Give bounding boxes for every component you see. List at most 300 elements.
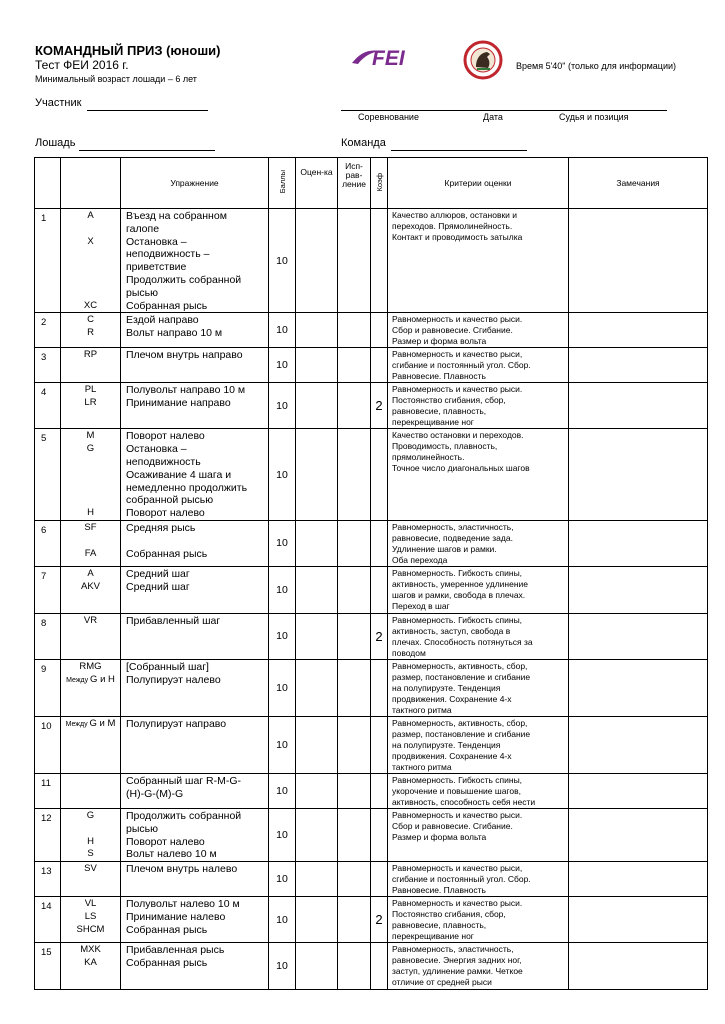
row-number: 10: [35, 716, 61, 773]
criteria-line: Постоянство сгибания, сбор,: [392, 909, 506, 920]
row-marks: [61, 348, 121, 383]
row-remarks-cell[interactable]: [569, 613, 708, 659]
criteria-line: активность, умеренное удлинение: [392, 578, 529, 589]
criteria-line: Равномерность и качество рыси.: [392, 809, 523, 820]
criteria-line: Проводимость, плавность,: [392, 441, 498, 452]
criteria-line: Сбор и равновесие. Сгибание.: [392, 820, 513, 831]
table-row: [35, 383, 708, 429]
movement-mark: H: [87, 835, 94, 847]
exercise-line: Собранная рысь: [126, 956, 208, 969]
criteria-line: размер, постановление и сгибание: [392, 728, 531, 739]
movement-mark: S: [87, 848, 94, 860]
row-points: 10: [269, 383, 296, 429]
criteria-line: сгибание и постоянный угол. Сбор.: [392, 360, 531, 371]
movement-mark: A: [87, 567, 94, 579]
row-remarks-cell[interactable]: [569, 943, 708, 990]
criteria-line: Равномерность и качество рыси.: [392, 314, 523, 325]
movement-mark: RMG: [79, 660, 102, 672]
criteria-line: Равномерность. Гибкость спины,: [392, 614, 523, 625]
exercise-line: Поворот налево: [126, 835, 205, 848]
movement-mark: XC: [83, 299, 98, 311]
row-points: 10: [269, 716, 296, 773]
row-remarks-cell[interactable]: [569, 566, 708, 613]
exercise-line: галопе: [126, 222, 160, 235]
participant-label: Участник: [35, 97, 82, 109]
row-score-cell[interactable]: [296, 566, 338, 613]
criteria-line: Равномерность и качество рыси,: [392, 863, 523, 874]
horse-label: Лошадь: [35, 137, 76, 149]
header-number: [35, 158, 61, 209]
row-remarks-cell[interactable]: [569, 862, 708, 897]
criteria-line: Оба перехода: [392, 554, 448, 565]
row-correction-cell[interactable]: [338, 383, 371, 429]
row-criteria: [388, 716, 569, 773]
row-number: 15: [35, 943, 61, 990]
header-criteria: Критерии оценки: [388, 158, 569, 209]
row-score-cell[interactable]: [296, 808, 338, 861]
row-remarks-cell[interactable]: [569, 313, 708, 348]
exercise-line: Полупируэт направо: [126, 717, 227, 730]
exercise-line: Принимание направо: [126, 397, 231, 410]
table-row: [35, 862, 708, 897]
exercise-line: рысью: [126, 286, 158, 299]
movement-mark: KA: [84, 956, 97, 968]
row-exercise: [121, 773, 269, 808]
row-coef: [371, 566, 388, 613]
table-row: [35, 313, 708, 348]
row-remarks-cell[interactable]: [569, 383, 708, 429]
row-correction-cell[interactable]: [338, 659, 371, 716]
row-remarks-cell[interactable]: [569, 209, 708, 313]
header-exercise: Упражнение: [121, 158, 269, 209]
exercise-line: неподвижность: [126, 455, 201, 468]
test-subtitle: Тест ФЕИ 2016 г.: [35, 58, 129, 72]
exercise-line: Полувольт налево 10 м: [126, 898, 240, 911]
row-marks: [61, 862, 121, 897]
exercise-line: [Собранный шаг]: [126, 660, 209, 673]
exercise-line: Плечом внутрь налево: [126, 863, 238, 876]
date-label: Дата: [483, 112, 503, 122]
time-note: Время 5'40" (только для информации): [516, 61, 677, 71]
exercise-line: Продолжить собранной: [126, 273, 242, 286]
row-exercise: [121, 943, 269, 990]
movement-mark: SHCM: [76, 923, 105, 935]
table-row: [35, 429, 708, 521]
row-number: 2: [35, 313, 61, 348]
row-coef: [371, 862, 388, 897]
row-coef: 2: [371, 613, 388, 659]
min-age-note: Минимальный возраст лошади – 6 лет: [35, 74, 197, 84]
row-score-cell[interactable]: [296, 773, 338, 808]
criteria-line: Сбор и равновесие. Сгибание.: [392, 325, 513, 336]
exercise-line: Осаживание 4 шага и: [126, 468, 232, 481]
row-correction-cell[interactable]: [338, 773, 371, 808]
row-points: 10: [269, 348, 296, 383]
movement-mark: VL: [84, 898, 97, 910]
row-marks: [61, 383, 121, 429]
criteria-line: продвижения. Сохранение 4-х: [392, 693, 512, 704]
row-coef: 2: [371, 383, 388, 429]
table-header-row: [35, 158, 708, 209]
movement-mark: [61, 223, 120, 236]
criteria-line: Удлинение шагов и рамки.: [392, 543, 497, 554]
table-row: [35, 773, 708, 808]
row-remarks-cell[interactable]: [569, 808, 708, 861]
criteria-line: Равномерность, активность, сбор,: [392, 660, 528, 671]
row-correction-cell[interactable]: [338, 313, 371, 348]
movement-mark: C: [87, 314, 94, 326]
movement-mark: VR: [83, 614, 98, 626]
competition-line[interactable]: [341, 98, 667, 111]
row-marks: [61, 773, 121, 808]
movement-mark: X: [87, 235, 94, 247]
criteria-line: равновесие, подведение зада.: [392, 532, 513, 543]
criteria-line: на полупируэте. Тенденция: [392, 739, 501, 750]
row-correction-cell[interactable]: [338, 429, 371, 521]
movement-mark: [61, 274, 120, 287]
criteria-line: плечах. Способность потянуться за: [392, 636, 533, 647]
judge-label: Судья и позиция: [559, 112, 629, 122]
exercise-line: неподвижность –: [126, 248, 210, 261]
criteria-line: переходов. Прямолинейность.: [392, 221, 513, 231]
exercise-line: Полупируэт налево: [126, 673, 221, 686]
criteria-line: Переход в шаг: [392, 600, 450, 611]
exercise-line: Вольт налево 10 м: [126, 848, 217, 861]
criteria-line: Равномерность и качество рыси.: [392, 384, 523, 395]
movement-mark: LS: [84, 910, 97, 922]
criteria-line: Качество аллюров, остановки и: [392, 210, 518, 220]
exercise-line: Ездой направо: [126, 314, 199, 327]
row-exercise: [121, 566, 269, 613]
row-points: 10: [269, 862, 296, 897]
row-score-cell[interactable]: [296, 613, 338, 659]
table-row: [35, 808, 708, 861]
row-remarks-cell[interactable]: [569, 716, 708, 773]
row-score-cell[interactable]: [296, 716, 338, 773]
exercise-line: [126, 535, 264, 548]
exercise-line: собранной рысью: [126, 494, 214, 507]
exercise-line: Собранная рысь: [126, 299, 208, 312]
row-correction-cell[interactable]: [338, 943, 371, 990]
criteria-line: Качество остановки и переходов.: [392, 430, 524, 441]
row-coef: [371, 943, 388, 990]
table-row: [35, 659, 708, 716]
movement-mark: [61, 287, 120, 300]
criteria-line: Равновесие. Плавность: [392, 371, 486, 382]
criteria-line: тактного ритма: [392, 761, 452, 772]
row-exercise: [121, 808, 269, 861]
criteria-line: равновесие, плавность,: [392, 920, 487, 931]
movement-mark-letters: G и H: [90, 673, 115, 685]
movement-mark: MXK: [80, 944, 101, 956]
table-row: [35, 943, 708, 990]
exercise-line: Средний шаг: [126, 567, 190, 580]
criteria-line: активность, заступ, свобода в: [392, 625, 511, 636]
row-remarks-cell[interactable]: [569, 429, 708, 521]
criteria-line: поводом: [392, 647, 426, 658]
criteria-line: Размер и форма вольта: [392, 831, 487, 842]
table-row: [35, 566, 708, 613]
row-marks: [61, 659, 121, 716]
movement-mark: G: [86, 443, 95, 455]
movement-mark: [61, 718, 120, 731]
row-points: 10: [269, 808, 296, 861]
movement-mark: PL: [84, 384, 97, 396]
row-remarks-cell[interactable]: [569, 348, 708, 383]
row-marks: [61, 209, 121, 313]
row-criteria: [388, 429, 569, 521]
exercise-line: Прибавленный шаг: [126, 614, 221, 627]
exercise-line: Поворот налево: [126, 430, 205, 443]
row-number: 11: [35, 773, 61, 808]
row-exercise: [121, 313, 269, 348]
row-exercise: [121, 209, 269, 313]
movement-mark: FA: [84, 547, 97, 559]
row-number: 8: [35, 613, 61, 659]
row-correction-cell[interactable]: [338, 716, 371, 773]
row-correction-cell[interactable]: [338, 520, 371, 566]
row-exercise: [121, 716, 269, 773]
movement-mark: [61, 248, 120, 261]
row-score-cell[interactable]: [296, 348, 338, 383]
exercise-line: Остановка –: [126, 443, 187, 456]
movement-mark: [61, 494, 120, 507]
exercise-line: Собранный шаг R-M-G-: [126, 774, 242, 787]
participant-field[interactable]: [87, 98, 208, 111]
header-remarks: Замечания: [569, 158, 708, 209]
row-criteria: [388, 520, 569, 566]
header-marks: [61, 158, 121, 209]
row-coef: [371, 520, 388, 566]
movement-mark: AKV: [80, 580, 100, 592]
movement-mark: A: [87, 210, 94, 221]
row-marks: [61, 716, 121, 773]
header-coef: Коэф: [371, 158, 388, 209]
table-row: [35, 348, 708, 383]
row-number: 12: [35, 808, 61, 861]
row-coef: [371, 209, 388, 313]
table-row: [35, 897, 708, 943]
row-marks: [61, 613, 121, 659]
exercise-line: Остановка –: [126, 235, 187, 248]
criteria-line: размер, постановление и сгибание: [392, 671, 531, 682]
movement-mark: H: [87, 507, 94, 519]
row-number: 5: [35, 429, 61, 521]
movement-mark: [61, 482, 120, 495]
row-marks: [61, 429, 121, 521]
row-correction-cell[interactable]: [338, 897, 371, 943]
table-row: [35, 716, 708, 773]
scoring-table: [34, 157, 708, 990]
row-marks: [61, 520, 121, 566]
row-points: 10: [269, 773, 296, 808]
movement-mark: [61, 823, 120, 836]
exercise-line: (H)-G-(M)-G: [126, 787, 184, 800]
row-criteria: [388, 209, 569, 313]
row-marks: [61, 808, 121, 861]
row-exercise: [121, 613, 269, 659]
row-remarks-cell[interactable]: [569, 773, 708, 808]
row-number: 7: [35, 566, 61, 613]
table-row: [35, 520, 708, 566]
row-correction-cell[interactable]: [338, 209, 371, 313]
page-title: КОМАНДНЫЙ ПРИЗ (юноши): [35, 43, 221, 58]
exercise-line: Собранная рысь: [126, 547, 208, 560]
movement-mark: [61, 469, 120, 482]
header-correction: Исп-рав-ление: [338, 158, 371, 209]
row-coef: [371, 348, 388, 383]
row-criteria: [388, 897, 569, 943]
exercise-line: Вольт направо 10 м: [126, 327, 223, 340]
exercise-line: Плечом внутрь направо: [126, 349, 243, 362]
row-number: 13: [35, 862, 61, 897]
row-criteria: [388, 659, 569, 716]
exercise-line: Собранная рысь: [126, 923, 208, 936]
criteria-line: равновесие, плавность,: [392, 406, 487, 417]
row-score-cell[interactable]: [296, 943, 338, 990]
criteria-line: перекрещивание ног: [392, 417, 474, 428]
criteria-line: Постоянство сгибания, сбор,: [392, 395, 506, 406]
row-number: 1: [35, 209, 61, 313]
row-number: 6: [35, 520, 61, 566]
row-correction-cell[interactable]: [338, 808, 371, 861]
row-criteria: [388, 943, 569, 990]
header-points: Баллы: [269, 158, 296, 209]
movement-mark: SF: [84, 521, 97, 533]
criteria-line: сгибание и постоянный угол. Сбор.: [392, 874, 531, 885]
movement-mark: R: [87, 327, 94, 339]
row-exercise: [121, 897, 269, 943]
team-field[interactable]: [391, 138, 527, 151]
row-marks: [61, 943, 121, 990]
row-points: 10: [269, 209, 296, 313]
table-row: [35, 209, 708, 313]
exercise-line: рысью: [126, 822, 158, 835]
movement-mark-letters: G и M: [89, 717, 116, 729]
exercise-line: Средняя рысь: [126, 521, 196, 534]
row-criteria: [388, 862, 569, 897]
row-coef: 2: [371, 897, 388, 943]
exercise-line: Средний шаг: [126, 580, 190, 593]
criteria-line: активность, способность себя нести: [392, 796, 536, 807]
criteria-line: Равномерность и качество рыси.: [392, 898, 523, 909]
row-criteria: [388, 613, 569, 659]
row-points: 10: [269, 943, 296, 990]
exercise-line: немедленно продолжить: [126, 481, 248, 494]
criteria-line: на полупируэте. Тенденция: [392, 682, 501, 693]
row-coef: [371, 808, 388, 861]
row-correction-cell[interactable]: [338, 862, 371, 897]
row-remarks-cell[interactable]: [569, 659, 708, 716]
criteria-line: Равномерность. Гибкость спины,: [392, 774, 523, 785]
exercise-line: Прибавленная рысь: [126, 944, 225, 957]
criteria-line: Точное число диагональных шагов: [392, 463, 530, 474]
competition-label: Соревнование: [358, 112, 419, 122]
movement-mark: RP: [83, 349, 98, 361]
row-number: 3: [35, 348, 61, 383]
header-score: Оцен-ка: [296, 158, 338, 209]
row-number: 9: [35, 659, 61, 716]
row-points: 10: [269, 897, 296, 943]
row-exercise: [121, 862, 269, 897]
fei-logo-text: FEI: [372, 47, 405, 70]
row-correction-cell[interactable]: [338, 348, 371, 383]
criteria-line: Равномерность, активность, сбор,: [392, 717, 528, 728]
table-row: [35, 613, 708, 659]
row-points: 10: [269, 429, 296, 521]
row-points: 10: [269, 566, 296, 613]
criteria-line: Равномерность. Гибкость спины,: [392, 567, 523, 578]
row-correction-cell[interactable]: [338, 566, 371, 613]
criteria-line: Размер и форма вольта: [392, 336, 487, 347]
row-exercise: [121, 659, 269, 716]
row-score-cell[interactable]: [296, 313, 338, 348]
criteria-line: равновесие. Энергия задних ног,: [392, 955, 522, 966]
row-coef: [371, 773, 388, 808]
row-points: 10: [269, 659, 296, 716]
row-score-cell[interactable]: [296, 520, 338, 566]
criteria-line: отличие от средней рыси: [392, 977, 492, 988]
row-criteria: [388, 348, 569, 383]
exercise-line: приветствие: [126, 261, 187, 274]
criteria-line: прямолинейность.: [392, 452, 465, 463]
criteria-line: тактного ритма: [392, 704, 452, 715]
row-score-cell[interactable]: [296, 862, 338, 897]
exercise-line: Продолжить собранной: [126, 809, 242, 822]
row-score-cell[interactable]: [296, 209, 338, 313]
row-remarks-cell[interactable]: [569, 897, 708, 943]
criteria-line: заступ, удлинение рамки. Четкое: [392, 966, 523, 977]
fei-logo: [350, 43, 430, 71]
row-correction-cell[interactable]: [338, 613, 371, 659]
row-exercise: [121, 429, 269, 521]
criteria-line: Равномерность, эластичность,: [392, 521, 514, 532]
exercise-line: Полувольт направо 10 м: [126, 384, 246, 397]
row-criteria: [388, 383, 569, 429]
row-criteria: [388, 808, 569, 861]
row-score-cell[interactable]: [296, 383, 338, 429]
row-coef: [371, 716, 388, 773]
row-score-cell[interactable]: [296, 659, 338, 716]
exercise-line: Въезд на собранном: [126, 210, 227, 222]
row-exercise: [121, 383, 269, 429]
criteria-line: шагов и рамки, свобода в плечах.: [392, 589, 526, 600]
exercise-line: Поворот налево: [126, 507, 205, 520]
criteria-line: Равномерность и качество рыси,: [392, 349, 523, 360]
row-criteria: [388, 566, 569, 613]
team-label: Команда: [341, 137, 386, 149]
movement-mark: [61, 674, 120, 687]
criteria-line: перекрещивание ног: [392, 931, 474, 942]
federation-seal-icon: [460, 40, 506, 80]
row-exercise: [121, 348, 269, 383]
row-marks: [61, 313, 121, 348]
row-score-cell[interactable]: [296, 429, 338, 521]
criteria-line: Равновесие. Плавность: [392, 885, 486, 896]
row-points: 10: [269, 520, 296, 566]
row-remarks-cell[interactable]: [569, 520, 708, 566]
row-marks: [61, 566, 121, 613]
exercise-line: Принимание налево: [126, 910, 226, 923]
horse-field[interactable]: [79, 138, 215, 151]
row-criteria: [388, 313, 569, 348]
movement-mark: [61, 261, 120, 274]
row-points: 10: [269, 313, 296, 348]
movement-mark-prefix: Между: [66, 676, 91, 684]
row-points: 10: [269, 613, 296, 659]
movement-mark: M: [86, 430, 95, 442]
row-score-cell[interactable]: [296, 897, 338, 943]
